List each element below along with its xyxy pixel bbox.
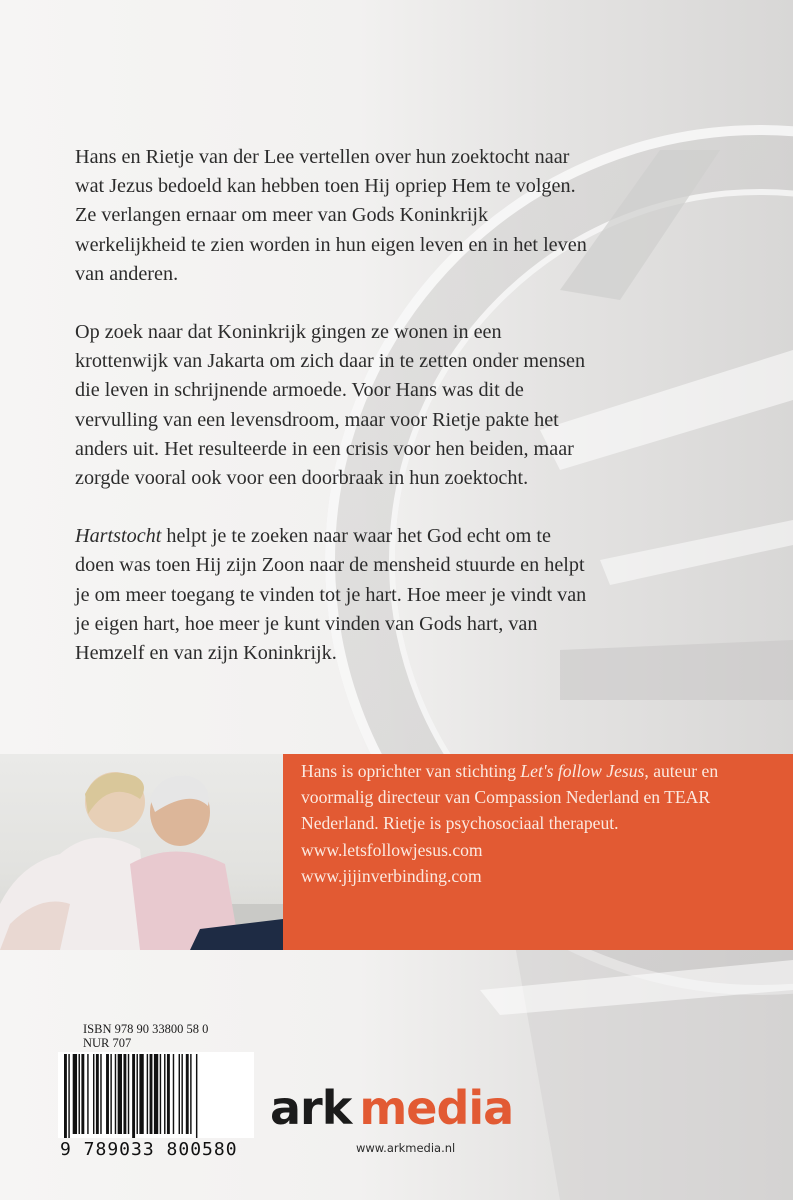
author-photo <box>0 754 283 950</box>
barcode-bar <box>137 1054 138 1134</box>
book-title: Hartstocht <box>75 525 162 548</box>
barcode-bar <box>68 1054 69 1138</box>
website-link-2[interactable]: www.jijinverbinding.com <box>301 865 482 886</box>
logo-media: media <box>359 1081 514 1135</box>
barcode-bar <box>186 1054 189 1134</box>
barcode-bar <box>93 1054 94 1134</box>
authors-illustration <box>0 754 283 950</box>
organization-name: Let's follow Jesus <box>520 761 645 781</box>
author-bio-text-1: Hans is oprichter van stichting <box>301 761 521 781</box>
barcode-bar <box>64 1054 67 1138</box>
barcode <box>58 1052 254 1164</box>
publisher-website[interactable]: www.arkmedia.nl <box>356 1141 456 1155</box>
nur-code: NUR 707 <box>83 1036 132 1050</box>
barcode-bar <box>115 1054 116 1134</box>
barcode-bar <box>123 1054 126 1134</box>
barcode-bar <box>79 1054 80 1134</box>
author-bio-text-2: , auteur en voormalig directeur van Compassion Nederland en TEAR Nederland. Rietje is psychosociaal therapeut. <box>301 761 719 834</box>
blurb-text <box>75 143 595 697</box>
blurb-paragraph-3-rest: helpt je te zoeken naar waar het God echt om te doen was toen Hij zijn Zoon naar de mensheid stuurde en helpt je om meer toegang te vinden tot je hart. Hoe meer je vindt van je eigen hart, hoe meer je kunt vinden van Gods hart, van Hemzelf en van zijn Koninkrijk. <box>75 525 587 665</box>
barcode-bar <box>160 1054 161 1134</box>
author-info-box <box>283 754 793 950</box>
website-link-1[interactable]: www.letsfollowjesus.com <box>301 839 483 860</box>
barcode-bar <box>190 1054 191 1134</box>
author-bio <box>301 758 771 889</box>
barcode-bar <box>106 1054 109 1134</box>
barcode-bar <box>181 1054 182 1134</box>
barcode-bar <box>196 1054 197 1138</box>
barcode-bar <box>132 1054 135 1138</box>
barcode-bar <box>96 1054 99 1134</box>
barcode-bar <box>164 1054 165 1134</box>
blurb-paragraph-2: Op zoek naar dat Koninkrijk gingen ze wonen in een krottenwijk van Jakarta om zich daar in te zetten onder mensen die leven in schrijnende armoede. Voor Hans was dit de vervulling van een levensdroom, maar voor Rietje pakte het anders uit. Het resulteerde in een crisis voor hen beiden, maar zorgde vooral ook voor een doorbraak in hun zoektocht. <box>75 321 586 490</box>
barcode-bar <box>87 1054 88 1134</box>
barcode-bar <box>179 1054 180 1134</box>
blurb-paragraph-1: Hans en Rietje van der Lee vertellen over hun zoektocht naar wat Jezus bedoeld kan hebben toen Hij opriep Hem te volgen. Ze verlangen ernaar om meer van Gods Koninkrijk werkelijkheid te zien worden in hun eigen leven en in het leven van anderen. <box>75 146 587 285</box>
barcode-bar <box>154 1054 158 1134</box>
blurb-paragraph-3 <box>75 522 595 668</box>
barcode-bar <box>110 1054 111 1134</box>
barcode-bar <box>139 1054 143 1134</box>
barcode-bar <box>173 1054 174 1134</box>
barcode-bar <box>100 1054 101 1134</box>
barcode-bar <box>147 1054 148 1134</box>
barcode-bar <box>118 1054 122 1134</box>
barcode-bar <box>73 1054 77 1134</box>
isbn-block <box>83 1022 208 1050</box>
barcode-digits: 9 789033 800580 <box>60 1139 238 1160</box>
barcode-bar <box>128 1054 129 1134</box>
barcode-bars <box>58 1052 254 1138</box>
logo-ark: ark <box>270 1081 352 1135</box>
barcode-bar <box>81 1054 84 1134</box>
isbn-number: ISBN 978 90 33800 58 0 <box>83 1022 209 1036</box>
barcode-bar <box>167 1054 170 1134</box>
barcode-bar <box>150 1054 153 1134</box>
publisher-logo <box>270 1083 513 1133</box>
